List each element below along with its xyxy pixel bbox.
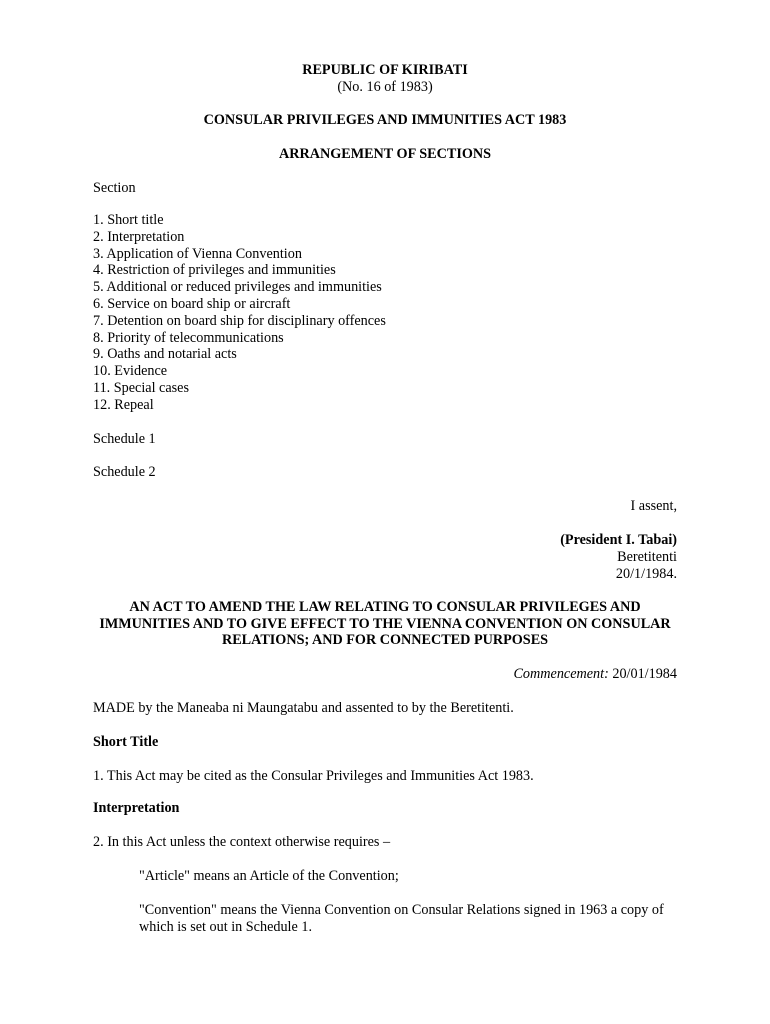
assent-text: I assent, [630,498,677,514]
commencement-date: 20/01/1984 [612,666,677,682]
short-title-heading: Short Title [93,734,159,750]
toc-item: 4. Restriction of privileges and immunities [93,262,336,279]
toc-item: 1. Short title [93,212,164,228]
signatory-name: (President I. Tabai) [560,532,677,548]
long-title: AN ACT TO AMEND THE LAW RELATING TO CONSULAR PRIVILEGES AND IMMUNITIES AND TO GIVE EFFECT TO THE VIENNA CONVENTION ON CONSULAR RELATIONS; AND FOR CONNECTED PURPOSES [99,599,671,648]
section-label: Section [93,180,136,196]
definition-article: "Article" means an Article of the Convention; [139,868,399,884]
commencement-label: Commencement: [513,666,609,682]
toc-item: 5. Additional or reduced privileges and immunities [93,279,382,296]
short-title-text: 1. This Act may be cited as the Consular Privileges and Immunities Act 1983. [93,768,534,784]
assent-date: 20/1/1984. [615,566,677,582]
commencement [513,666,677,683]
toc-item: 11. Special cases [93,379,189,396]
toc-item: 9. Oaths and notarial acts [93,346,237,363]
interpretation-intro: 2. In this Act unless the context otherwise requires – [93,834,391,850]
toc-item: 3. Application of Vienna Convention [93,245,302,262]
schedule-1-label: Schedule 1 [93,431,156,447]
table-of-contents [93,212,386,414]
act-number: (No. 16 of 1983) [337,79,433,95]
toc-item: 7. Detention on board ship for disciplinary offences [93,312,386,329]
signatory-role: Beretitenti [617,549,677,565]
definition-convention: "Convention" means the Vienna Convention on Consular Relations signed in 1963 a copy of which is set out in Schedule 1. [139,902,664,935]
toc-item: 6. Service on board ship or aircraft [93,295,291,312]
toc-item: 8. Priority of telecommunications [93,329,284,346]
toc-item: 10. Evidence [93,363,168,380]
toc-item: 2. Interpretation [93,228,185,245]
toc-item: 12. Repeal [93,396,154,413]
interpretation-heading: Interpretation [93,800,180,816]
arrangement-heading: ARRANGEMENT OF SECTIONS [278,146,492,162]
schedule-2-label: Schedule 2 [93,464,156,480]
act-title: CONSULAR PRIVILEGES AND IMMUNITIES ACT 1983 [203,112,567,128]
enacting-clause: MADE by the Maneaba ni Maungatabu and assented to by the Beretitenti. [93,700,514,716]
country-heading: REPUBLIC OF KIRIBATI [302,62,468,78]
